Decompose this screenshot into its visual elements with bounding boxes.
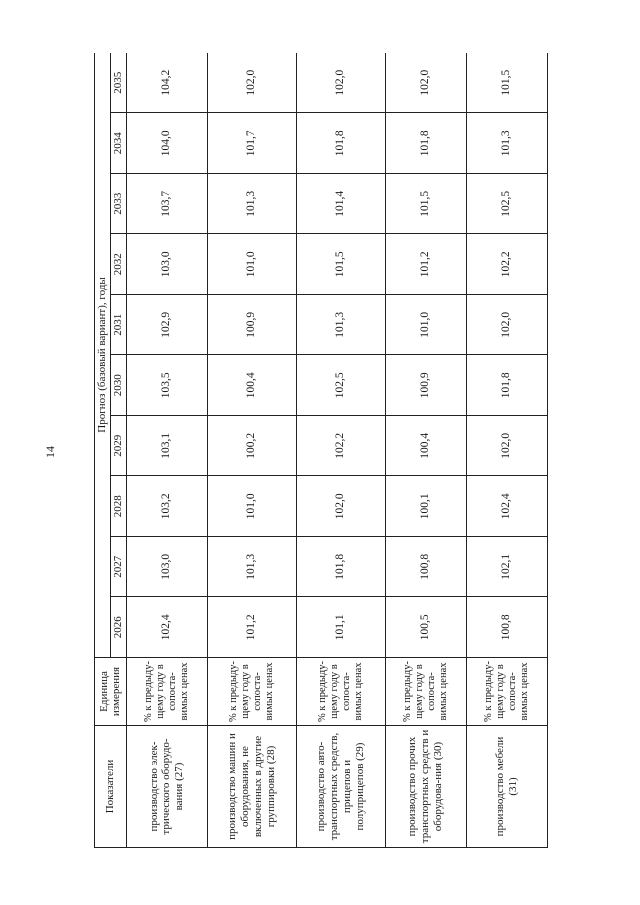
value-cell: 102,0 <box>466 295 547 356</box>
table-row <box>126 53 207 848</box>
value-cell: 100,1 <box>385 476 466 537</box>
indicator-cell: производство мебели (31) <box>466 726 547 848</box>
value-cell: 103,1 <box>126 416 207 477</box>
table-row <box>466 53 547 848</box>
value-cell: 101,5 <box>466 53 547 113</box>
unit-cell: % к предыду-щему году в сопоста-вимых ценах <box>296 658 385 726</box>
value-cell: 102,0 <box>296 53 385 113</box>
year-header: 2035 <box>110 53 126 113</box>
forecast-table <box>94 53 548 848</box>
unit-header: Единица измерения <box>95 658 127 726</box>
value-cell: 101,4 <box>296 174 385 235</box>
value-cell: 102,0 <box>385 53 466 113</box>
value-cell: 103,0 <box>126 234 207 295</box>
value-cell: 102,0 <box>296 476 385 537</box>
value-cell: 102,2 <box>296 416 385 477</box>
indicator-cell: производство авто-транспортных средств, прицепов и полуприцепов (29) <box>296 726 385 848</box>
value-cell: 102,5 <box>466 174 547 235</box>
header-row-top <box>95 53 111 848</box>
value-cell: 102,0 <box>207 53 296 113</box>
value-cell: 102,5 <box>296 355 385 416</box>
value-cell: 101,8 <box>385 113 466 174</box>
year-header: 2031 <box>110 295 126 356</box>
unit-cell: % к предыду-щему году в сопоста-вимых ценах <box>207 658 296 726</box>
value-cell: 100,8 <box>466 597 547 658</box>
value-cell: 102,1 <box>466 537 547 598</box>
value-cell: 101,7 <box>207 113 296 174</box>
value-cell: 100,2 <box>207 416 296 477</box>
indicator-cell: производство прочих транспортных средств и оборудова-ния (30) <box>385 726 466 848</box>
year-header: 2030 <box>110 355 126 416</box>
value-cell: 101,0 <box>207 234 296 295</box>
unit-cell: % к предыду-щему году в сопоста-вимых ценах <box>126 658 207 726</box>
value-cell: 102,4 <box>466 476 547 537</box>
table-row <box>385 53 466 848</box>
value-cell: 101,3 <box>296 295 385 356</box>
rotated-table-frame <box>94 53 548 848</box>
value-cell: 101,2 <box>207 597 296 658</box>
value-cell: 103,7 <box>126 174 207 235</box>
value-cell: 101,2 <box>385 234 466 295</box>
value-cell: 101,8 <box>466 355 547 416</box>
value-cell: 102,0 <box>466 416 547 477</box>
value-cell: 101,0 <box>385 295 466 356</box>
value-cell: 101,3 <box>207 174 296 235</box>
value-cell: 101,1 <box>296 597 385 658</box>
year-header: 2032 <box>110 234 126 295</box>
value-cell: 103,0 <box>126 537 207 598</box>
value-cell: 102,4 <box>126 597 207 658</box>
year-header: 2027 <box>110 537 126 598</box>
value-cell: 103,2 <box>126 476 207 537</box>
value-cell: 101,3 <box>466 113 547 174</box>
indicator-cell: производство элек-трического оборудо-вания (27) <box>126 726 207 848</box>
indicator-header: Показатели <box>95 726 127 848</box>
value-cell: 102,9 <box>126 295 207 356</box>
value-cell: 100,9 <box>207 295 296 356</box>
value-cell: 100,4 <box>385 416 466 477</box>
unit-cell: % к предыду-щему году в сопоста-вимых ценах <box>385 658 466 726</box>
value-cell: 101,3 <box>207 537 296 598</box>
value-cell: 100,8 <box>385 537 466 598</box>
year-header: 2029 <box>110 416 126 477</box>
table-row <box>207 53 296 848</box>
indicator-cell: производство машин и оборудования, не включенных в другие группировки (28) <box>207 726 296 848</box>
value-cell: 100,4 <box>207 355 296 416</box>
value-cell: 100,5 <box>385 597 466 658</box>
rotated-table-container <box>94 53 548 848</box>
year-header: 2028 <box>110 476 126 537</box>
value-cell: 104,2 <box>126 53 207 113</box>
table-row <box>296 53 385 848</box>
forecast-header: Прогноз (базовый вариант), годы <box>95 53 111 658</box>
page-number: 14 <box>43 446 57 458</box>
value-cell: 101,8 <box>296 537 385 598</box>
value-cell: 100,9 <box>385 355 466 416</box>
value-cell: 101,5 <box>296 234 385 295</box>
year-header: 2033 <box>110 174 126 235</box>
value-cell: 103,5 <box>126 355 207 416</box>
value-cell: 104,0 <box>126 113 207 174</box>
year-header: 2034 <box>110 113 126 174</box>
year-header: 2026 <box>110 597 126 658</box>
unit-cell: % к предыду-щему году в сопоста-вимых ценах <box>466 658 547 726</box>
value-cell: 101,8 <box>296 113 385 174</box>
value-cell: 101,5 <box>385 174 466 235</box>
value-cell: 102,2 <box>466 234 547 295</box>
value-cell: 101,0 <box>207 476 296 537</box>
